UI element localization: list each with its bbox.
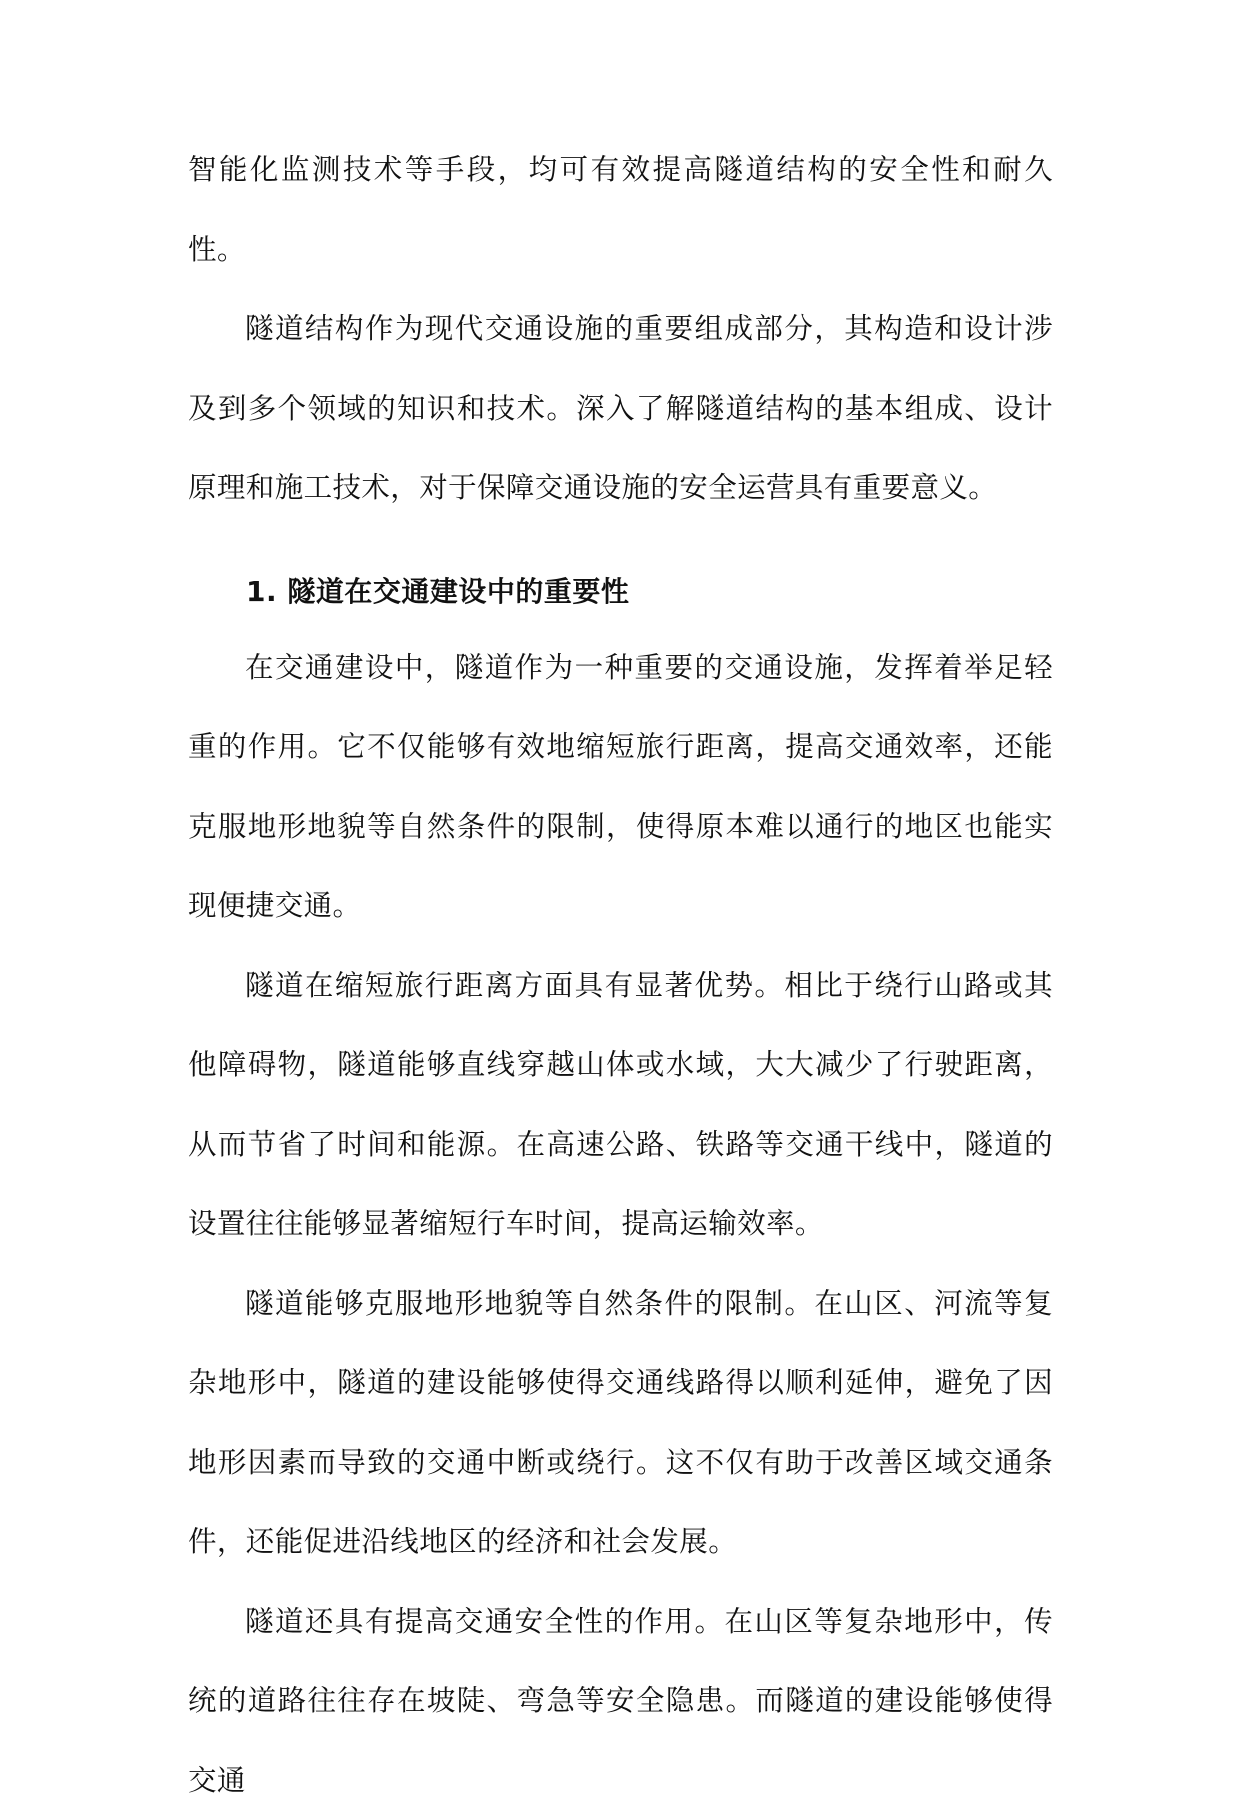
paragraph-2: 隧道在缩短旅行距离方面具有显著优势。相比于绕行山路或其他障碍物，隧道能够直线穿越山体或水域，大大减少了行驶距离，从而节省了时间和能源。在高速公路、铁路等交通干线中，隧道的设置往往能够显著缩短行车时间，提高运输效率。 (188, 946, 1053, 1264)
paragraph-3: 隧道能够克服地形地貌等自然条件的限制。在山区、河流等复杂地形中，隧道的建设能够使得交通线路得以顺利延伸，避免了因地形因素而导致的交通中断或绕行。这不仅有助于改善区域交通条件，还能促进沿线地区的经济和社会发展。 (188, 1264, 1053, 1582)
document-body (188, 130, 1053, 1820)
paragraph-continuation: 智能化监测技术等手段，均可有效提高隧道结构的安全性和耐久性。 (188, 130, 1053, 289)
section-heading: 1. 隧道在交通建设中的重要性 (188, 528, 1053, 628)
paragraph-1: 在交通建设中，隧道作为一种重要的交通设施，发挥着举足轻重的作用。它不仅能够有效地缩短旅行距离，提高交通效率，还能克服地形地貌等自然条件的限制，使得原本难以通行的地区也能实现便捷交通。 (188, 628, 1053, 946)
paragraph-4: 隧道还具有提高交通安全性的作用。在山区等复杂地形中，传统的道路往往存在坡陡、弯急等安全隐患。而隧道的建设能够使得交通 (188, 1582, 1053, 1820)
paragraph-intro: 隧道结构作为现代交通设施的重要组成部分，其构造和设计涉及到多个领域的知识和技术。深入了解隧道结构的基本组成、设计原理和施工技术，对于保障交通设施的安全运营具有重要意义。 (188, 289, 1053, 528)
